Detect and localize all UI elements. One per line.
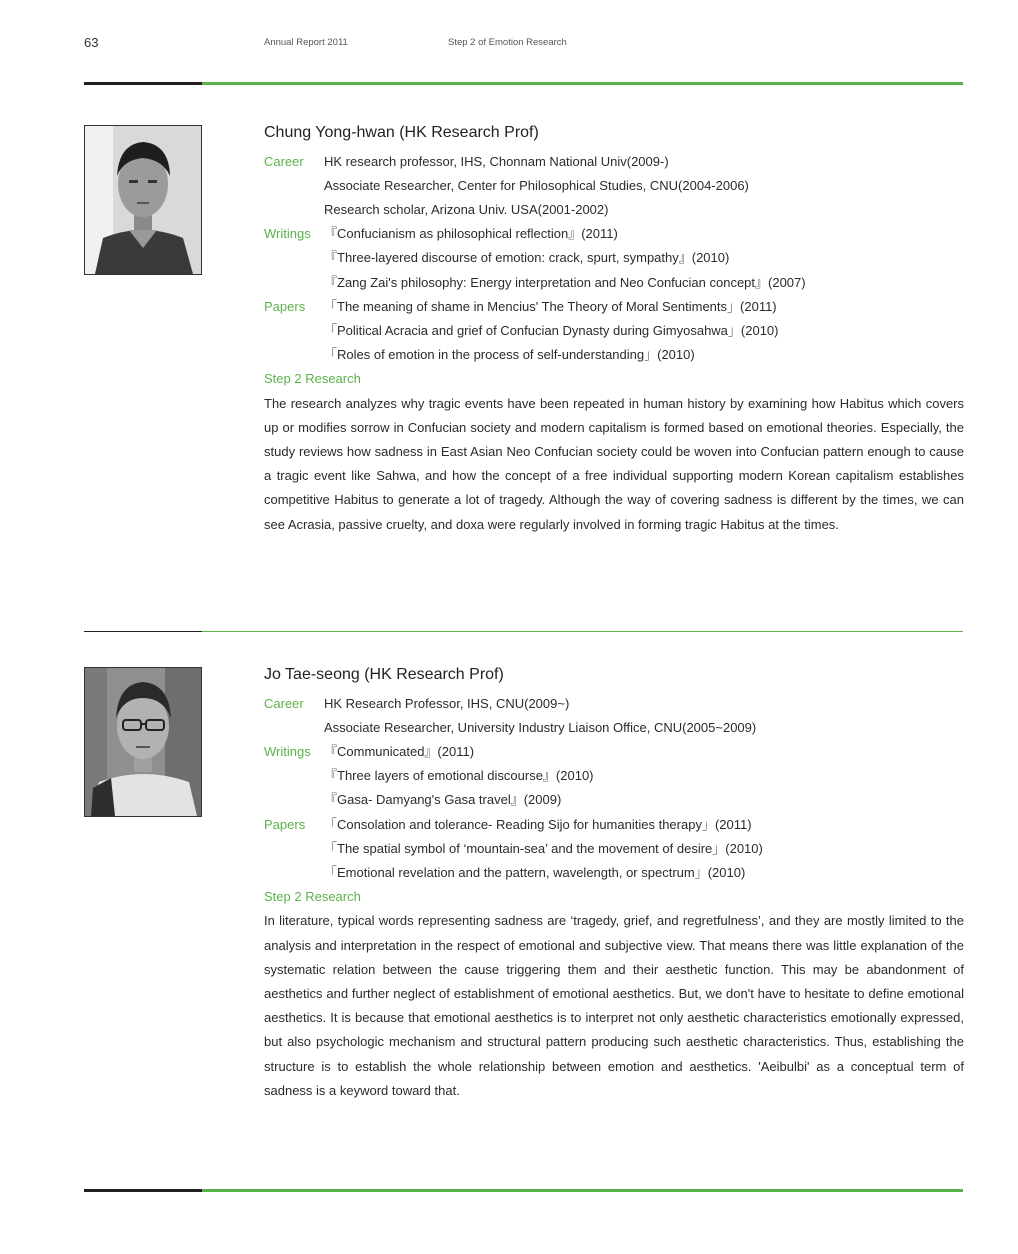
- middle-divider: [84, 631, 963, 632]
- career-item: HK research professor, IHS, Chonnam National Univ(2009-): [324, 153, 669, 169]
- writings-label: Writings: [264, 226, 311, 242]
- career-item: Associate Researcher, Center for Philosophical Studies, CNU(2004-2006): [324, 177, 749, 193]
- section-title: Step 2 of Emotion Research: [448, 37, 567, 48]
- papers-section: [264, 813, 964, 886]
- profile-2-name: Jo Tae-seong (HK Research Prof): [264, 666, 504, 683]
- writing-item: 『Communicated』(2011): [324, 744, 475, 759]
- career-item: HK Research Professor, IHS, CNU(2009~): [324, 695, 570, 711]
- top-divider: [84, 82, 963, 85]
- paper-item: 「Consolation and tolerance- Reading Sijo for humanities therapy」(2011): [324, 816, 752, 832]
- paper-item: 「The meaning of shame in Mencius' The Theory of Moral Sentiments」(2011): [324, 298, 777, 314]
- portrait-1-image: [85, 126, 201, 274]
- papers-section: [264, 295, 964, 368]
- step2-research-label: Step 2 Research: [264, 889, 361, 905]
- step2-research-label: Step 2 Research: [264, 371, 361, 387]
- career-item: Research scholar, Arizona Univ. USA(2001-2002): [324, 202, 609, 217]
- paper-item: 「Emotional revelation and the pattern, wavelength, or spectrum」(2010): [324, 865, 746, 881]
- writings-label: Writings: [264, 744, 311, 759]
- profile-1-name: Chung Yong-hwan (HK Research Prof): [264, 124, 539, 141]
- writings-section: [264, 222, 964, 295]
- career-label: Career: [264, 695, 304, 711]
- career-section: [264, 150, 964, 223]
- bottom-divider: [84, 1189, 963, 1192]
- writing-item: 『Zang Zai's philosophy: Energy interpretation and Neo Confucian concept』(2007): [324, 274, 806, 290]
- writing-item: 『Three layers of emotional discourse』(2010): [324, 768, 594, 784]
- paper-item: 「Roles of emotion in the process of self-understanding」(2010): [324, 347, 695, 363]
- research-summary: The research analyzes why tragic events have been repeated in human history by examining how Habitus which covers up or modifies sorrow in Confucian society and modern capitalism is formed based on emotional theories. Especially, the study reviews how sadness in East Asian Neo Confucian society could be woven into Confucian pattern enough to cause a tragic event like Sahwa, and how the concept of a free individual supporting modern Korean capitalism establishes competitive Habitus to generate a lot of tragedy. Although the way of covering sadness is different by the times, we can see Acrasia, passive cruelty, and doxa were regularly involved in forming tragic Habitus at the times.: [264, 395, 964, 532]
- papers-label: Papers: [264, 298, 306, 314]
- profile-2: [264, 666, 964, 1103]
- writing-item: 『Gasa- Damyang's Gasa travel』(2009): [324, 792, 562, 808]
- career-label: Career: [264, 153, 304, 169]
- paper-item: 「The spatial symbol of ‘mountain-sea’ and the movement of desire」(2010): [324, 840, 763, 856]
- research-summary: In literature, typical words representing sadness are ‘tragedy, grief, and regretfulness’, and they are mostly limited to the analysis and interpretation in the respect of emotional and subjective view. That means there was little explanation of the systematic relation between the cause triggering them and their aesthetic function. This may be abandonment of aesthetics and further neglect of establishment of emotional aesthetics. But, we don't have to hesitate to define emotional aesthetics. It is because that emotional aesthetics is to interpret not only aesthetic characteristics emotionally expressed, but also psychologic mechanism and structural pattern producing such aesthetic characteristics. Thus, establishing the structure is to establish the whole relationship between emotion and aesthetics. 'Aeibulbi' as a conceptual term of sadness is a keyword toward that.: [264, 913, 964, 1098]
- papers-label: Papers: [264, 816, 306, 832]
- profile-photo-1: [84, 125, 202, 275]
- career-item: Associate Researcher, University Industry Liaison Office, CNU(2005~2009): [324, 719, 757, 735]
- report-title: Annual Report 2011: [264, 37, 348, 48]
- portrait-2-image: [85, 668, 201, 816]
- paper-item: 「Political Acracia and grief of Confucian Dynasty during Gimyosahwa」(2010): [324, 323, 779, 339]
- writings-section: [264, 740, 964, 813]
- writing-item: 『Three-layered discourse of emotion: crack, spurt, sympathy』(2010): [324, 250, 730, 266]
- career-section: [264, 692, 964, 740]
- writing-item: 『Confucianism as philosophical reflection』(2011): [324, 226, 618, 242]
- profile-1: [264, 124, 964, 537]
- profile-photo-2: [84, 667, 202, 817]
- page-number: 63: [84, 35, 99, 50]
